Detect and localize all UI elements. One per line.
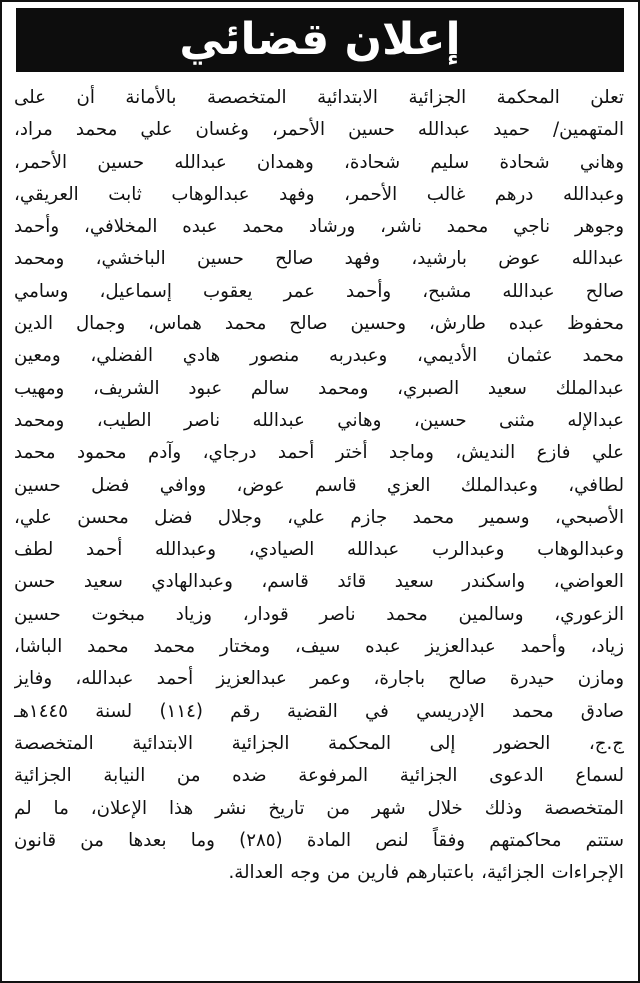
notice-title: إعلان قضائي bbox=[16, 8, 624, 72]
notice-line: وهاني شحادة سليم شحادة، وهمدان عبدالله حسين الأحمر، bbox=[14, 151, 624, 173]
notice-line: وعبدالوهاب وعبدالرب عبدالله الصيادي، وعبدالله أحمد لطف bbox=[14, 539, 624, 561]
notice-line: ستتم محاكمتهم وفقاً لنص المادة (٢٨٥) وما بعدها من قانون bbox=[14, 829, 624, 851]
notice-line: لطافي، وعبدالملك العزي قاسم عوض، ووافي فضل حسين bbox=[14, 474, 624, 496]
notice-line: عبدالملك سعيد الصبري، ومحمد سالم عبود الشريف، ومهيب bbox=[14, 377, 624, 399]
notice-line: زياد، وأحمد عبدالعزيز عبده سيف، ومختار محمد محمد الباشا، bbox=[14, 636, 624, 658]
notice-line: ج.ج، الحضور إلى المحكمة الجزائية الابتدائية المتخصصة bbox=[14, 732, 624, 754]
notice-line: العواضي، واسكندر سعيد قائد قاسم، وعبدالهادي سعيد حسن bbox=[14, 571, 624, 593]
notice-line: وعبدالله درهم غالب الأحمر، وفهد عبدالوهاب ثابت العريقي، bbox=[14, 183, 624, 205]
notice-line: الإجراءات الجزائية، باعتبارهم فارين من وجه العدالة. bbox=[228, 862, 624, 884]
notice-line: صالح عبدالله مشبح، وأحمد عمر يعقوب إسماعيل، وسامي bbox=[14, 280, 624, 302]
notice-line: المتهمين/ حميد عبدالله حسين الأحمر، وغسان علي محمد مراد، bbox=[14, 119, 624, 141]
notice-line: وجوهر ناجي محمد ناشر، ورشاد محمد عبده المخلافي، وأحمد bbox=[14, 216, 624, 238]
notice-line: عبدالإله مثنى حسين، وهاني عبدالله ناصر الطيب، ومحمد bbox=[14, 409, 624, 431]
notice-line: عبدالله عوض بارشيد، وفهد صالح حسين الباخشي، ومحمد bbox=[14, 248, 624, 270]
notice-line: محفوظ عبده طارش، وحسين صالح محمد هماس، وجمال الدين bbox=[14, 313, 624, 335]
notice-line: تعلن المحكمة الجزائية الابتدائية المتخصصة بالأمانة أن على bbox=[14, 87, 624, 108]
notice-line: محمد عثمان الأديمي، وعبدربه منصور هادي الفضلي، ومعين bbox=[14, 345, 624, 367]
notice-line: صادق محمد الإدريسي في القضية رقم (١١٤) لسنة ١٤٤٥هـ bbox=[14, 700, 624, 722]
notice-header bbox=[4, 4, 636, 76]
notice-line: علي فازع النديش، وماجد أختر أحمد درجاي، وآدم محمود محمد bbox=[14, 442, 624, 464]
notice-line: ومازن حيدرة صالح باجارة، وعمر عبدالعزيز أحمد عبدالله، وفايز bbox=[14, 668, 624, 690]
notice-line: الأصبحي، وسمير محمد جازم علي، وجلال فضل محسن علي، bbox=[14, 506, 624, 528]
notice-line: المتخصصة وذلك خلال شهر من تاريخ نشر هذا الإعلان، ما لم bbox=[14, 797, 624, 819]
notice-line: لسماع الدعوى الجزائية المرفوعة ضده من النيابة الجزائية bbox=[14, 765, 624, 787]
notice-line: الزعوري، وسالمين محمد ناصر قودار، وزياد مبخوت حسين bbox=[14, 603, 624, 625]
notice-body bbox=[14, 82, 624, 889]
